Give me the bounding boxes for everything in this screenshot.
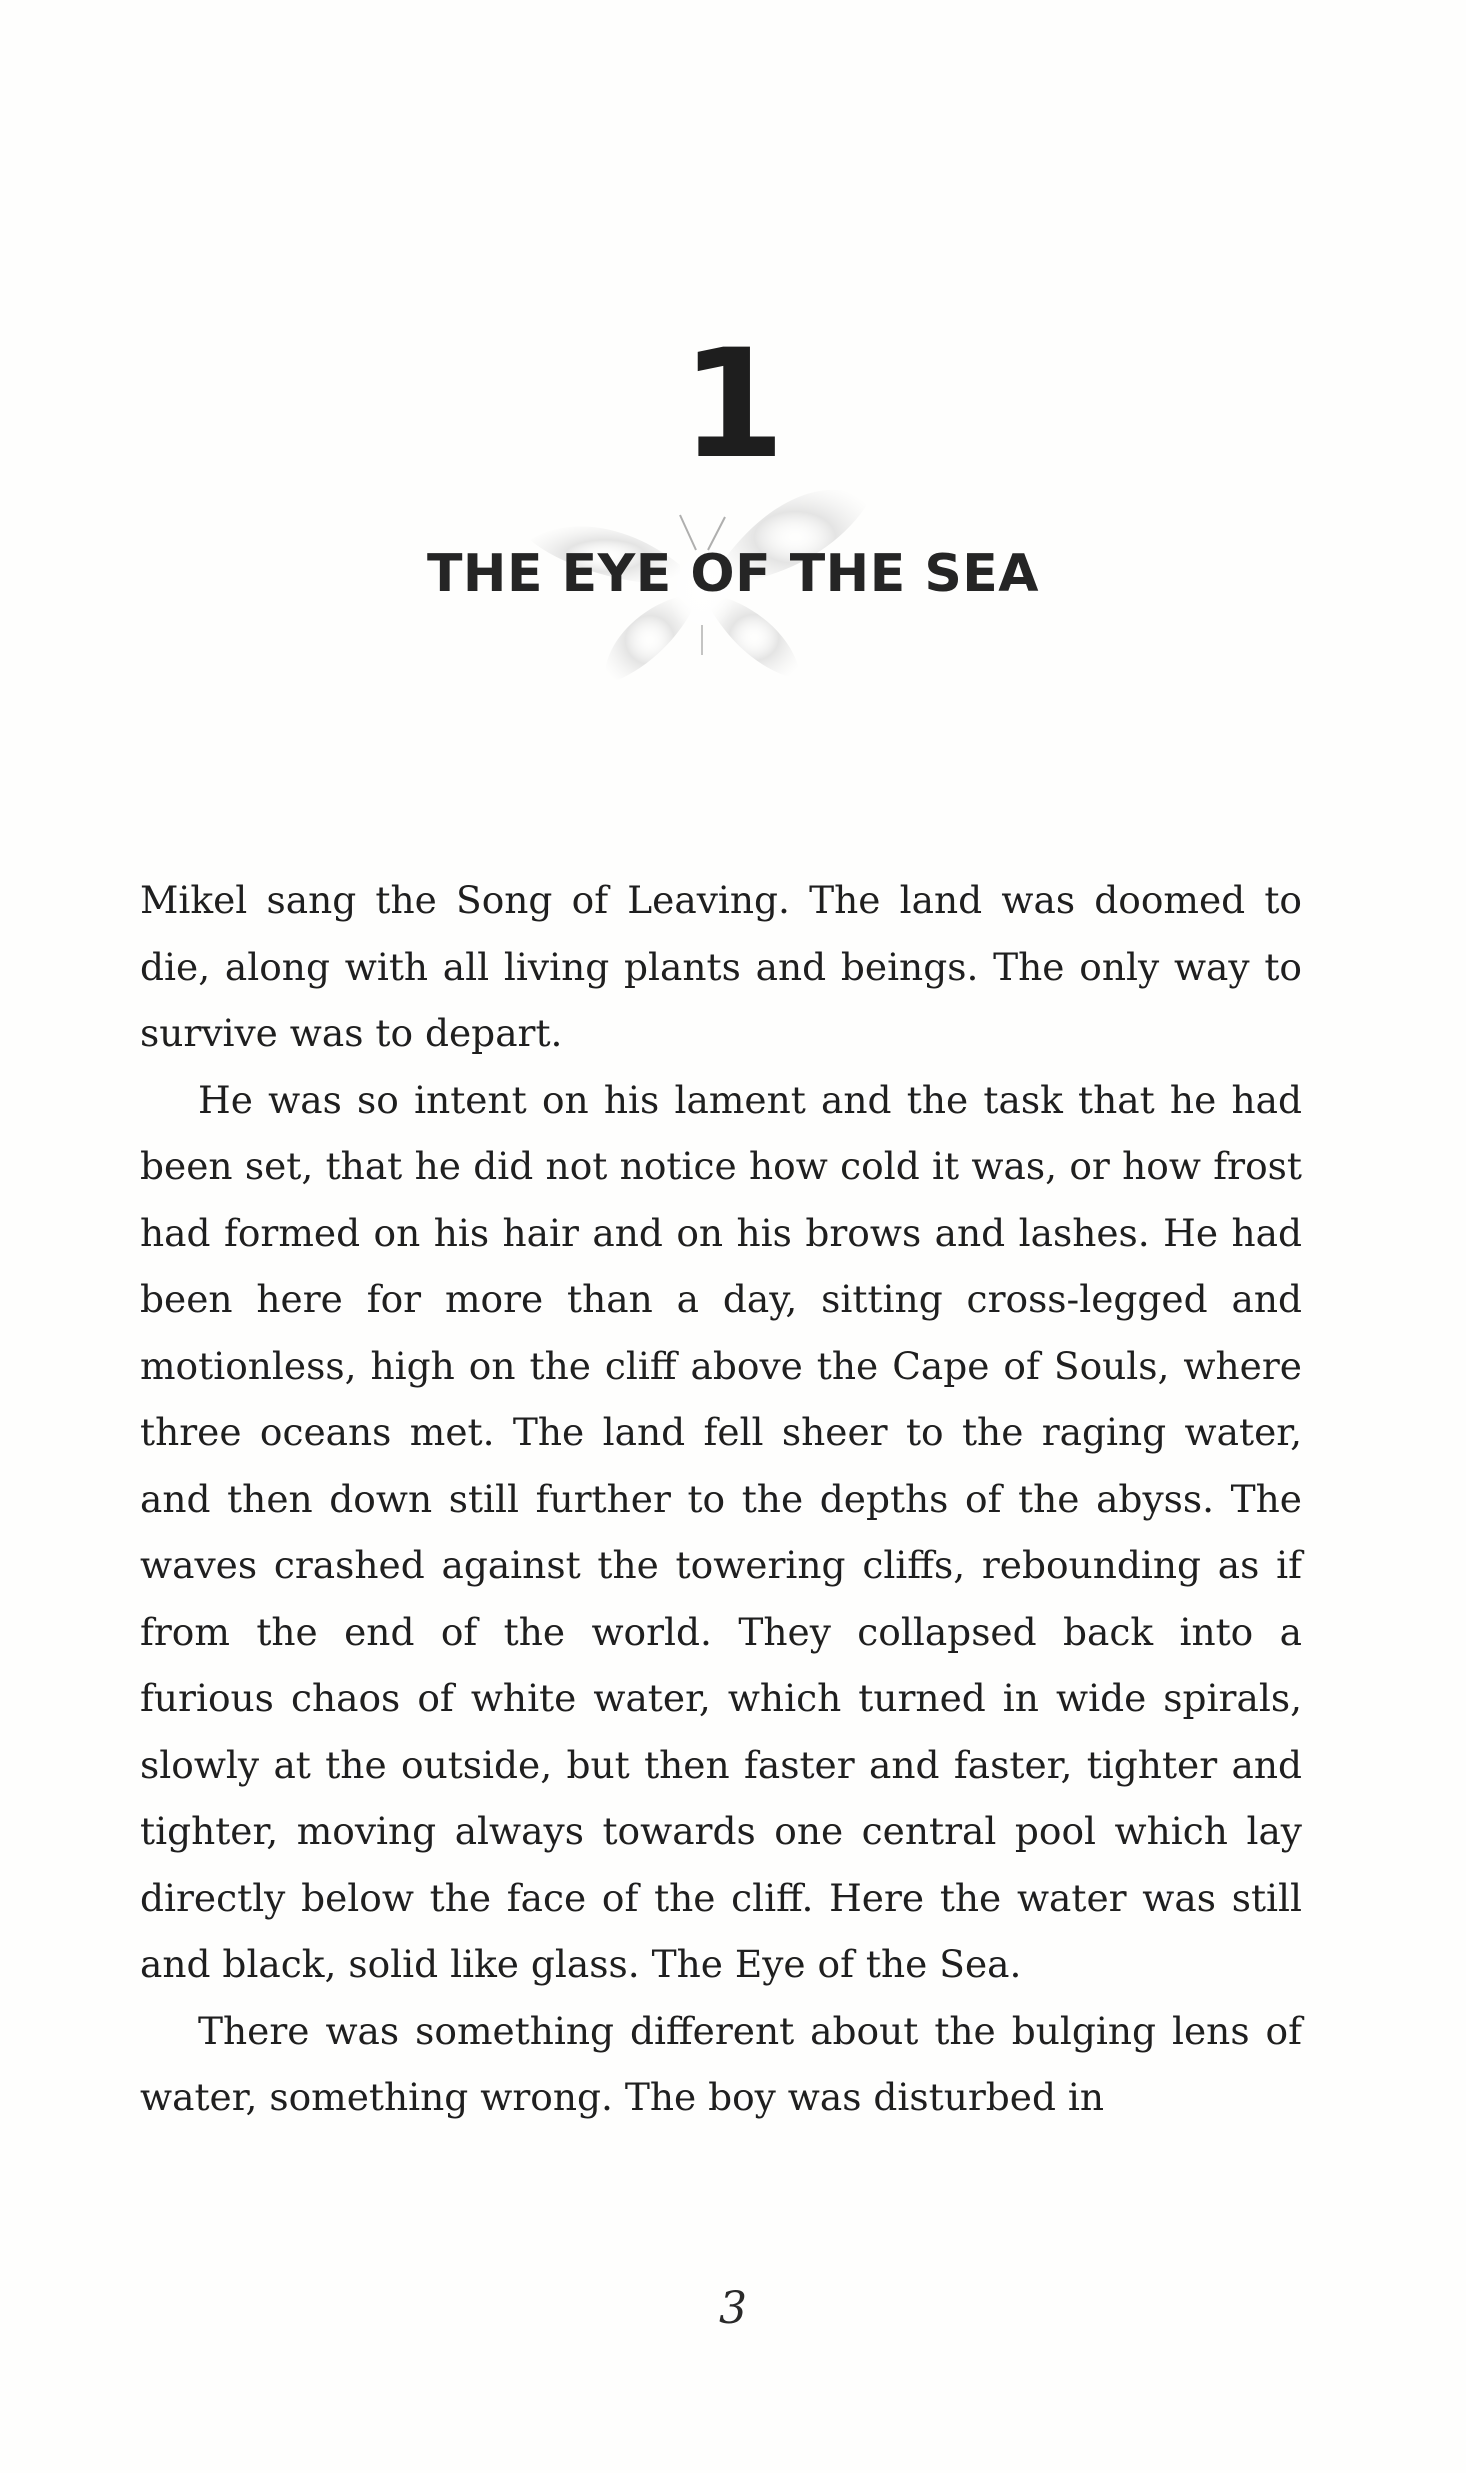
paragraph: Mikel sang the Song of Leaving. The land was doomed to die, along with all living plants and beings. The only way to survive was to depart. bbox=[140, 878, 1302, 1055]
chapter-number: 1 bbox=[680, 318, 786, 492]
paragraph: He was so intent on his lament and the task that he had been set, that he did not notice how cold it was, or how frost had formed on his hair and on his brows and lashes. He had been here for more than a day, sitting cross-legged and motionless, high on the cliff above the Cape of Souls, where three oceans met. The land fell sheer to the raging water, and then down still further to the depths of the abyss. The waves crashed against the towering cliffs, rebounding as if from the end of the world. They collapsed back into a furious chaos of white water, which turned in wide spirals, slowly at the outside, but then faster and faster, tighter and tighter, moving always towards one central pool which lay directly below the face of the cliff. Here the water was still and black, solid like glass. The Eye of the Sea. bbox=[140, 1077, 1302, 1986]
chapter-body bbox=[140, 867, 1302, 2131]
paragraph: There was something different about the bulging lens of water, something wrong. The boy was disturbed in bbox=[140, 2008, 1302, 2119]
page-number: 3 bbox=[719, 2283, 747, 2334]
chapter-title: THE EYE OF THE SEA bbox=[426, 544, 1040, 604]
